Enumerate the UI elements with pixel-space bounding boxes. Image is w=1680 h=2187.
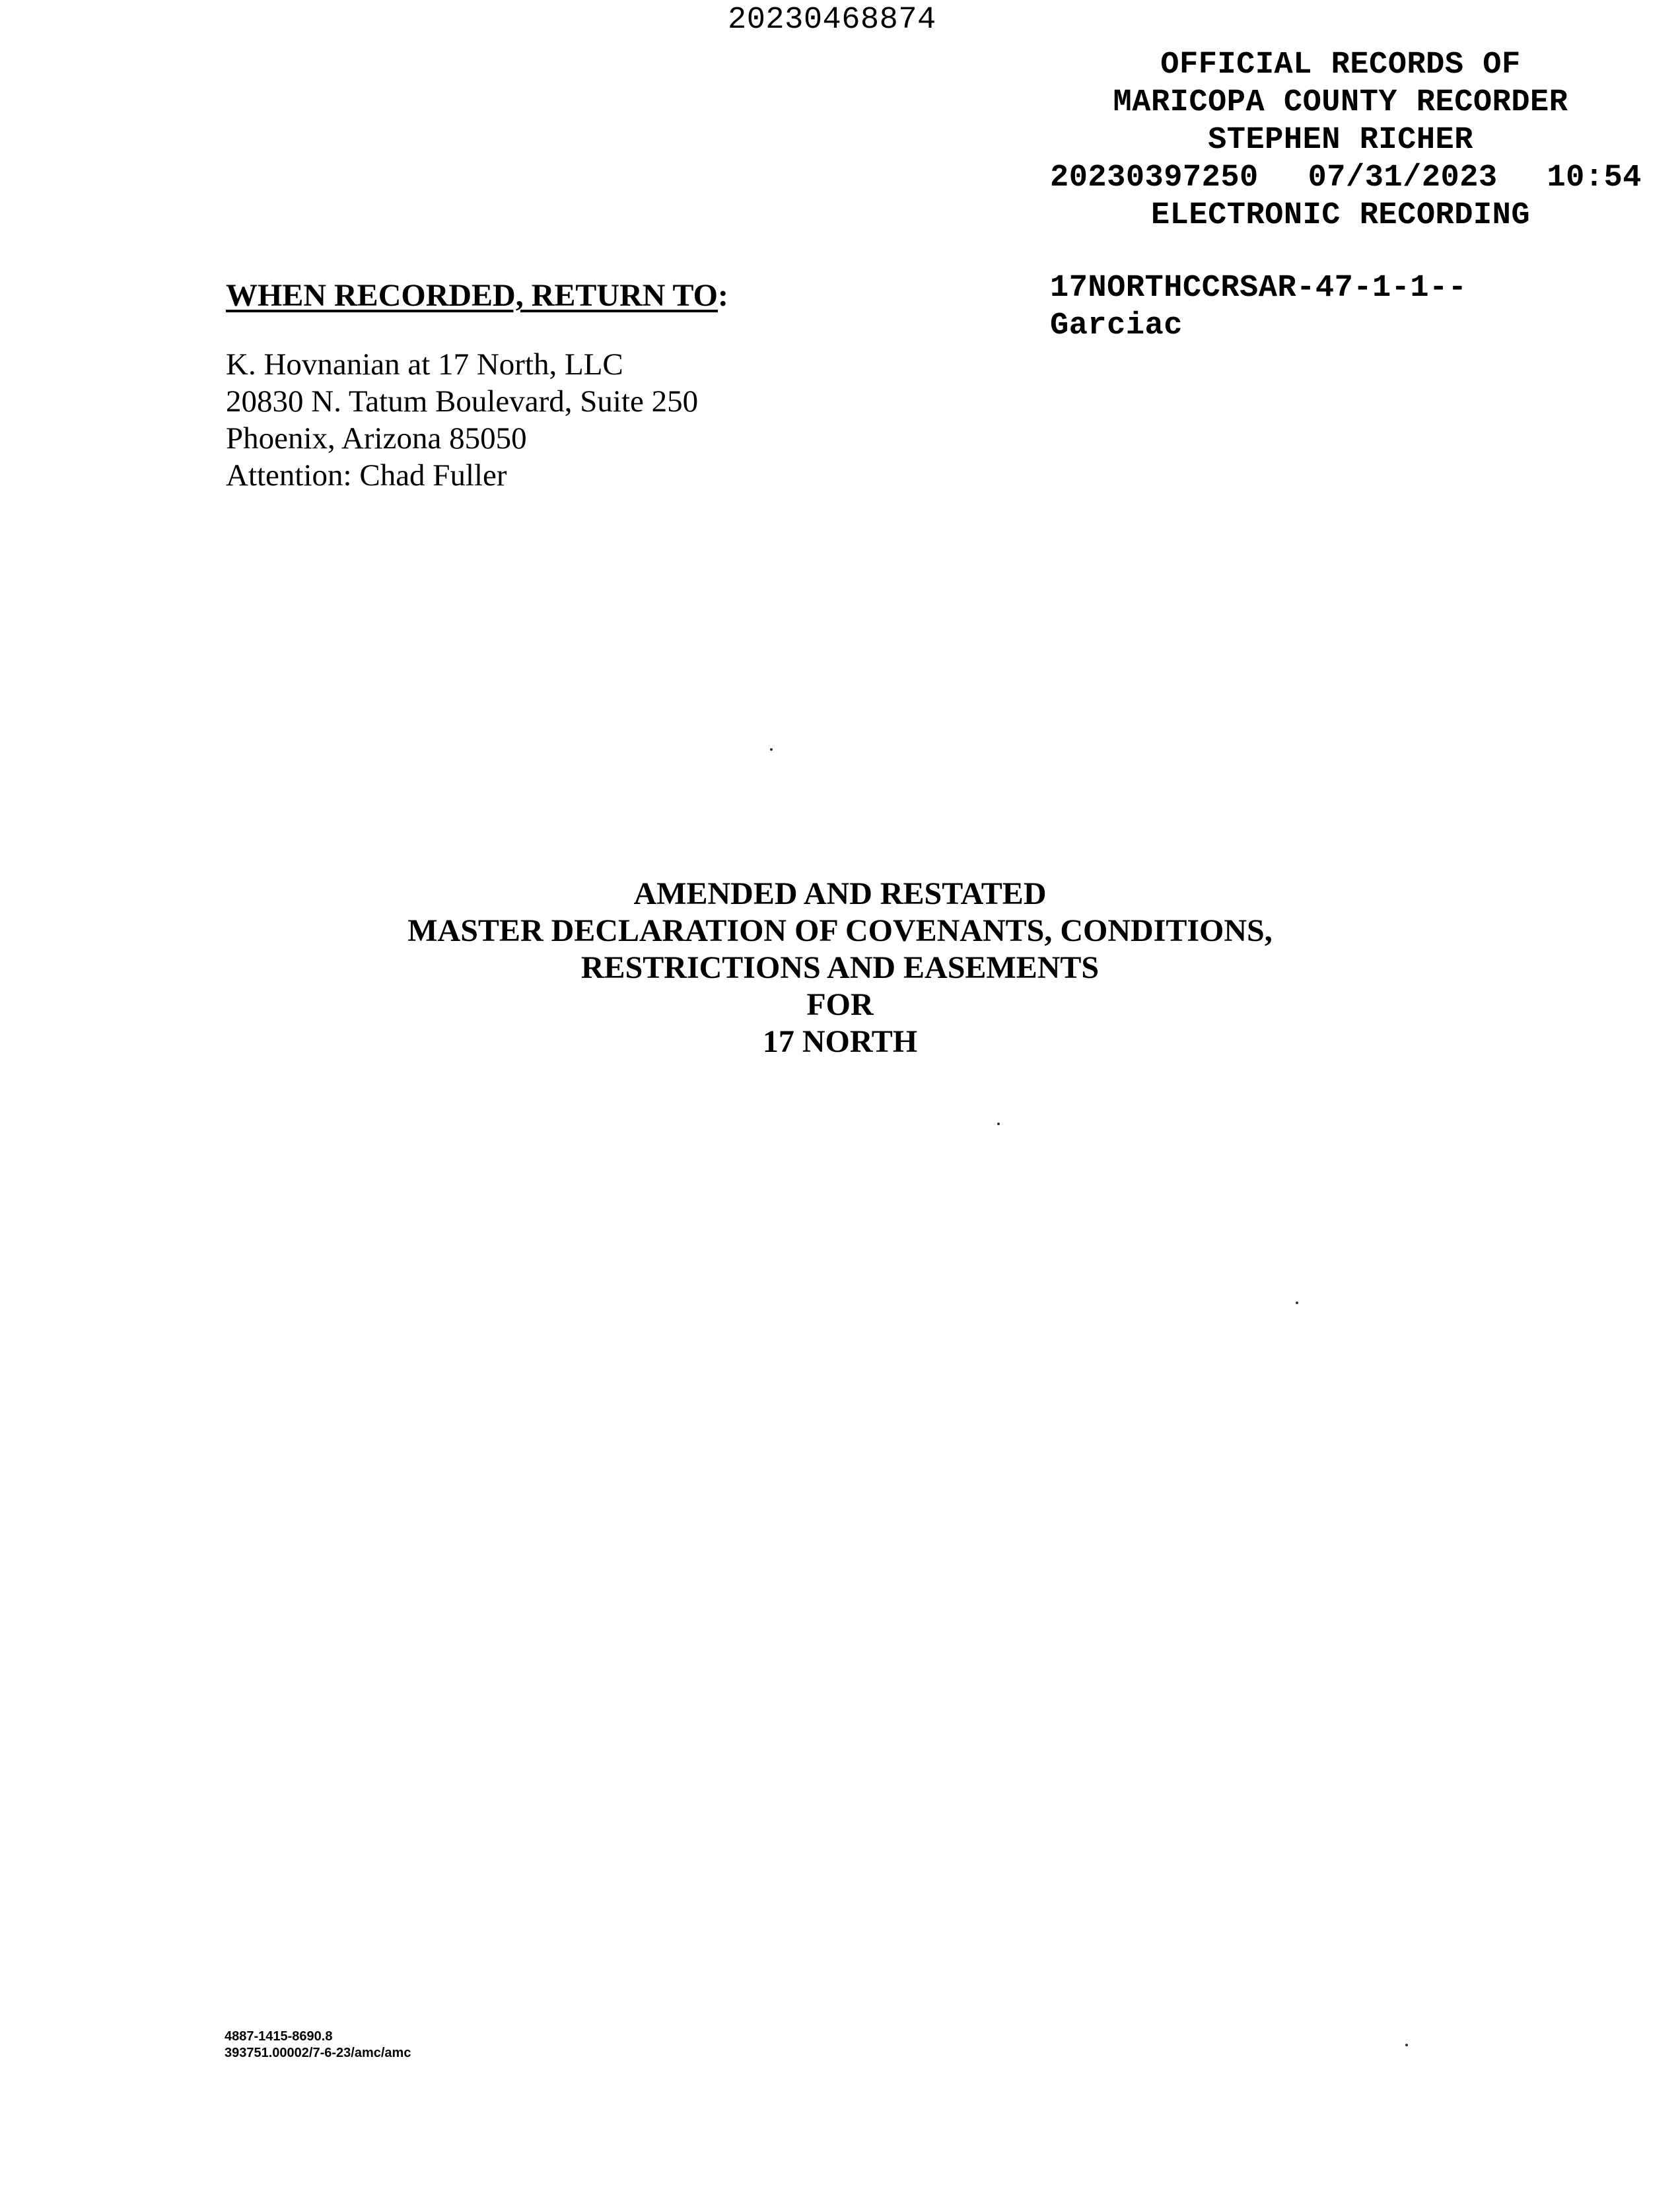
reference-code: 17NORTHCCRSAR-47-1-1-- — [1050, 271, 1467, 306]
title-line: 17 NORTH — [762, 1024, 918, 1059]
recording-info-line — [1050, 159, 1642, 197]
title-line: AMENDED AND RESTATED — [633, 876, 1047, 911]
footer-reference — [225, 2029, 411, 2062]
title-line: MASTER DECLARATION OF COVENANTS, CONDITIONS, — [407, 913, 1273, 948]
address-line: 20830 N. Tatum Boulevard, Suite 250 — [226, 384, 699, 419]
document-title — [0, 876, 1680, 1060]
recorder-stamp — [1030, 46, 1651, 234]
document-number: 20230468874 — [728, 3, 936, 38]
clerk-name: Garciac — [1050, 308, 1183, 343]
recorder-stamp-line-2: MARICOPA COUNTY RECORDER — [1113, 85, 1568, 120]
reference-block — [1050, 269, 1467, 345]
title-line: RESTRICTIONS AND EASEMENTS — [580, 950, 1100, 985]
address-line: Attention: Chad Fuller — [226, 458, 507, 493]
scan-speck — [1405, 2044, 1408, 2046]
recording-number: 20230397250 — [1050, 160, 1259, 195]
recorder-stamp-line-1: OFFICIAL RECORDS OF — [1160, 48, 1521, 83]
title-line: FOR — [806, 987, 874, 1022]
return-to-heading-text: WHEN RECORDED, RETURN TO — [226, 278, 718, 313]
return-to-heading — [226, 277, 728, 314]
return-to-heading-colon: : — [718, 278, 728, 313]
scan-speck — [1296, 1302, 1298, 1304]
recorder-stamp-line-3: STEPHEN RICHER — [1208, 123, 1473, 158]
scan-speck — [997, 1123, 1000, 1125]
footer-line: 4887-1415-8690.8 — [225, 2029, 333, 2044]
address-line: Phoenix, Arizona 85050 — [226, 421, 527, 456]
recorder-stamp-line-5: ELECTRONIC RECORDING — [1150, 198, 1531, 233]
address-line: K. Hovnanian at 17 North, LLC — [226, 347, 623, 382]
recording-time: 10:54 — [1547, 160, 1642, 195]
footer-line: 393751.00002/7-6-23/amc/amc — [225, 2046, 411, 2060]
scan-speck — [770, 748, 773, 751]
recording-date: 07/31/2023 — [1308, 160, 1498, 195]
return-address — [226, 346, 698, 494]
